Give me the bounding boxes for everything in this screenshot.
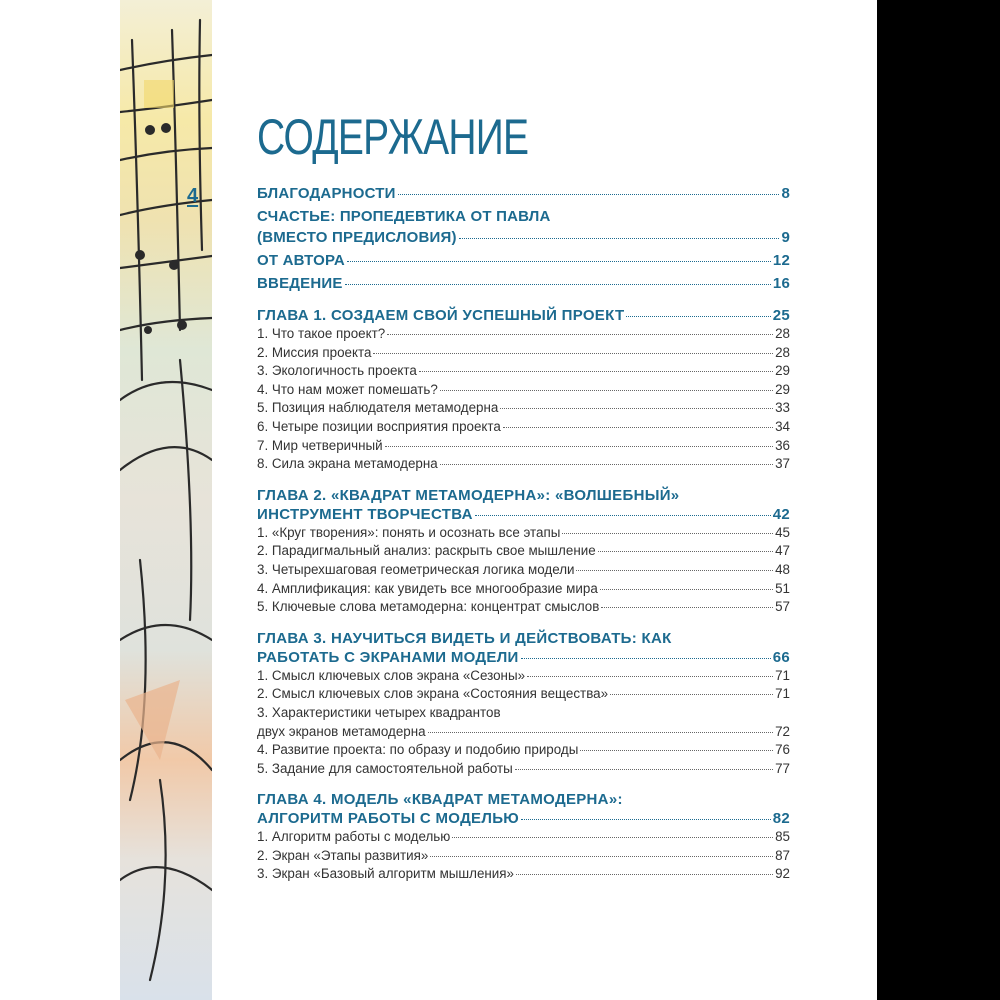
entry-page-number: 47 <box>775 543 790 559</box>
dot-leader <box>516 874 773 875</box>
entry-title-line: ГЛАВА 3. НАУЧИТЬСЯ ВИДЕТЬ И ДЕЙСТВОВАТЬ: КАК <box>257 629 672 647</box>
page-number: 4 <box>187 185 199 207</box>
dot-leader <box>515 769 773 770</box>
entry-page-number: 87 <box>775 847 790 863</box>
entry-title: 1. Смысл ключевых слов экрана «Сезоны» <box>257 667 526 683</box>
entry-page-number: 82 <box>772 810 790 828</box>
entry-title: 8. Сила экрана метамодерна <box>257 456 438 472</box>
entry-title: 5. Ключевые слова метамодерна: концентрат смыслов <box>257 599 600 615</box>
dot-leader <box>562 533 773 534</box>
entry-title: БЛАГОДАРНОСТИ <box>257 185 396 202</box>
entry-title: ИНСТРУМЕНТ ТВОРЧЕСТВА <box>257 505 473 523</box>
entry-page-number: 45 <box>775 524 790 540</box>
toc-section-entry[interactable] <box>257 760 790 779</box>
entry-page-number: 34 <box>775 418 790 434</box>
toc-section-entry[interactable] <box>257 704 790 741</box>
entry-page-number: 85 <box>775 829 790 845</box>
entry-title: 1. «Круг творения»: понять и осознать все этапы <box>257 524 561 540</box>
entry-page-number: 37 <box>775 456 790 472</box>
entry-page-number: 29 <box>775 381 790 397</box>
toc-chapter-entry[interactable] <box>257 306 790 325</box>
dot-leader <box>385 446 773 447</box>
entry-page-number: 57 <box>775 599 790 615</box>
page-margin-left <box>0 0 120 1000</box>
dot-leader <box>398 194 780 195</box>
dot-leader <box>576 570 773 571</box>
toc-front-entry[interactable] <box>257 183 790 204</box>
dot-leader <box>580 750 773 751</box>
toc-section-entry[interactable] <box>257 418 790 437</box>
dot-leader <box>452 837 773 838</box>
dot-leader <box>598 551 773 552</box>
entry-title: 3. Экологичность проекта <box>257 363 417 379</box>
dot-leader <box>601 607 773 608</box>
spacer <box>257 294 790 306</box>
toc-section-entry[interactable] <box>257 865 790 884</box>
toc-section-entry[interactable] <box>257 381 790 400</box>
dot-leader <box>521 819 771 820</box>
entry-page-number: 28 <box>775 326 790 341</box>
toc-section-entry[interactable] <box>257 399 790 418</box>
toc-section-entry[interactable] <box>257 828 790 847</box>
entry-page-number: 72 <box>775 723 790 739</box>
entry-title: 1. Что такое проект? <box>257 326 386 341</box>
entry-page-number: 25 <box>772 307 790 324</box>
toc-section-entry[interactable] <box>257 598 790 617</box>
entry-page-number: 8 <box>781 185 790 202</box>
sketch-illustration <box>120 0 212 1000</box>
dot-leader <box>373 353 773 354</box>
toc-section-entry[interactable] <box>257 561 790 580</box>
dot-leader <box>626 316 770 317</box>
entry-page-number: 51 <box>775 580 790 596</box>
entry-page-number: 12 <box>772 252 790 269</box>
dot-leader <box>347 261 771 262</box>
entry-page-number: 76 <box>775 742 790 758</box>
toc-chapter-entry[interactable] <box>257 790 790 828</box>
entry-page-number: 71 <box>775 686 790 702</box>
entry-title: ВВЕДЕНИЕ <box>257 275 343 292</box>
dot-leader <box>430 856 773 857</box>
toc-section-entry[interactable] <box>257 542 790 561</box>
dot-leader <box>475 515 771 516</box>
toc-section-entry[interactable] <box>257 524 790 543</box>
entry-title: 3. Четырехшаговая геометрическая логика модели <box>257 561 575 577</box>
entry-title: АЛГОРИТМ РАБОТЫ С МОДЕЛЬЮ <box>257 810 520 828</box>
toc-section-entry[interactable] <box>257 344 790 363</box>
entry-title: РАБОТАТЬ С ЭКРАНАМИ МОДЕЛИ <box>257 648 519 666</box>
entry-title-line: СЧАСТЬЕ: ПРОПЕДЕВТИКА ОТ ПАВЛА <box>257 208 551 225</box>
dot-leader <box>419 371 773 372</box>
entry-page-number: 48 <box>775 561 790 577</box>
page-title: СОДЕРЖАНИЕ <box>257 109 529 165</box>
entry-page-number: 36 <box>775 437 790 453</box>
toc-chapter-entry[interactable] <box>257 629 790 667</box>
dot-leader <box>345 284 771 285</box>
entry-title: (ВМЕСТО ПРЕДИСЛОВИЯ) <box>257 229 457 246</box>
entry-title: 3. Экран «Базовый алгоритм мышления» <box>257 866 514 882</box>
entry-page-number: 77 <box>775 760 790 776</box>
entry-title-line: ГЛАВА 2. «КВАДРАТ МЕТАМОДЕРНА»: «ВОЛШЕБНЫЙ» <box>257 486 680 504</box>
decorative-sketch-strip <box>120 0 212 1000</box>
entry-page-number: 92 <box>775 866 790 882</box>
entry-page-number: 16 <box>772 275 790 292</box>
entry-page-number: 66 <box>772 648 790 666</box>
dot-leader <box>600 589 773 590</box>
entry-page-number: 71 <box>775 667 790 683</box>
entry-title: 7. Мир четверичный <box>257 437 383 453</box>
entry-page-number: 9 <box>781 229 790 246</box>
entry-title: двух экранов метамодерна <box>257 723 426 739</box>
toc-section-entry[interactable] <box>257 847 790 866</box>
spacer <box>257 617 790 629</box>
dot-leader <box>440 390 773 391</box>
toc-section-entry[interactable] <box>257 741 790 760</box>
toc-front-entry[interactable] <box>257 250 790 271</box>
dot-leader <box>440 464 773 465</box>
spacer <box>257 778 790 790</box>
toc-section-entry[interactable] <box>257 437 790 456</box>
dot-leader <box>459 238 780 239</box>
entry-title: 1. Алгоритм работы с моделью <box>257 829 451 845</box>
dot-leader <box>527 676 773 677</box>
entry-title: 5. Позиция наблюдателя метамодерна <box>257 400 499 416</box>
entry-title-line: 3. Характеристики четырех квадрантов <box>257 704 501 720</box>
entry-title: 5. Задание для самостоятельной работы <box>257 760 513 776</box>
dot-leader <box>428 732 774 733</box>
entry-page-number: 33 <box>775 400 790 416</box>
dot-leader <box>610 694 773 695</box>
toc-chapter-entry[interactable] <box>257 486 790 524</box>
entry-title: 2. Смысл ключевых слов экрана «Состояния вещества» <box>257 686 609 702</box>
entry-title: 4. Развитие проекта: по образу и подобию природы <box>257 742 579 758</box>
entry-page-number: 42 <box>772 505 790 523</box>
entry-title-line: ГЛАВА 4. МОДЕЛЬ «КВАДРАТ МЕТАМОДЕРНА»: <box>257 791 623 809</box>
toc-section-entry[interactable] <box>257 362 790 381</box>
toc-front-entry[interactable] <box>257 206 790 248</box>
toc-section-entry[interactable] <box>257 455 790 474</box>
entry-title: 4. Амплификация: как увидеть все многообразие мира <box>257 580 598 596</box>
toc-section-entry[interactable] <box>257 325 790 344</box>
dot-leader <box>521 658 771 659</box>
entry-page-number: 28 <box>775 344 790 360</box>
table-of-contents <box>257 183 790 884</box>
spacer <box>257 474 790 486</box>
entry-title: 2. Парадигмальный анализ: раскрыть свое мышление <box>257 543 596 559</box>
entry-title: 2. Экран «Этапы развития» <box>257 847 429 863</box>
dot-leader <box>387 334 773 335</box>
entry-page-number: 29 <box>775 363 790 379</box>
entry-title: 6. Четыре позиции восприятия проекта <box>257 418 501 434</box>
entry-title: 2. Миссия проекта <box>257 344 372 360</box>
toc-section-entry[interactable] <box>257 685 790 704</box>
dot-leader <box>503 427 773 428</box>
toc-front-entry[interactable] <box>257 273 790 294</box>
entry-title: 4. Что нам может помешать? <box>257 381 438 397</box>
page-margin-right <box>877 0 1000 1000</box>
toc-section-entry[interactable] <box>257 667 790 686</box>
dot-leader <box>500 408 773 409</box>
toc-section-entry[interactable] <box>257 580 790 599</box>
entry-title: ГЛАВА 1. СОЗДАЕМ СВОЙ УСПЕШНЫЙ ПРОЕКТ <box>257 307 625 324</box>
entry-title: ОТ АВТОРА <box>257 252 345 269</box>
